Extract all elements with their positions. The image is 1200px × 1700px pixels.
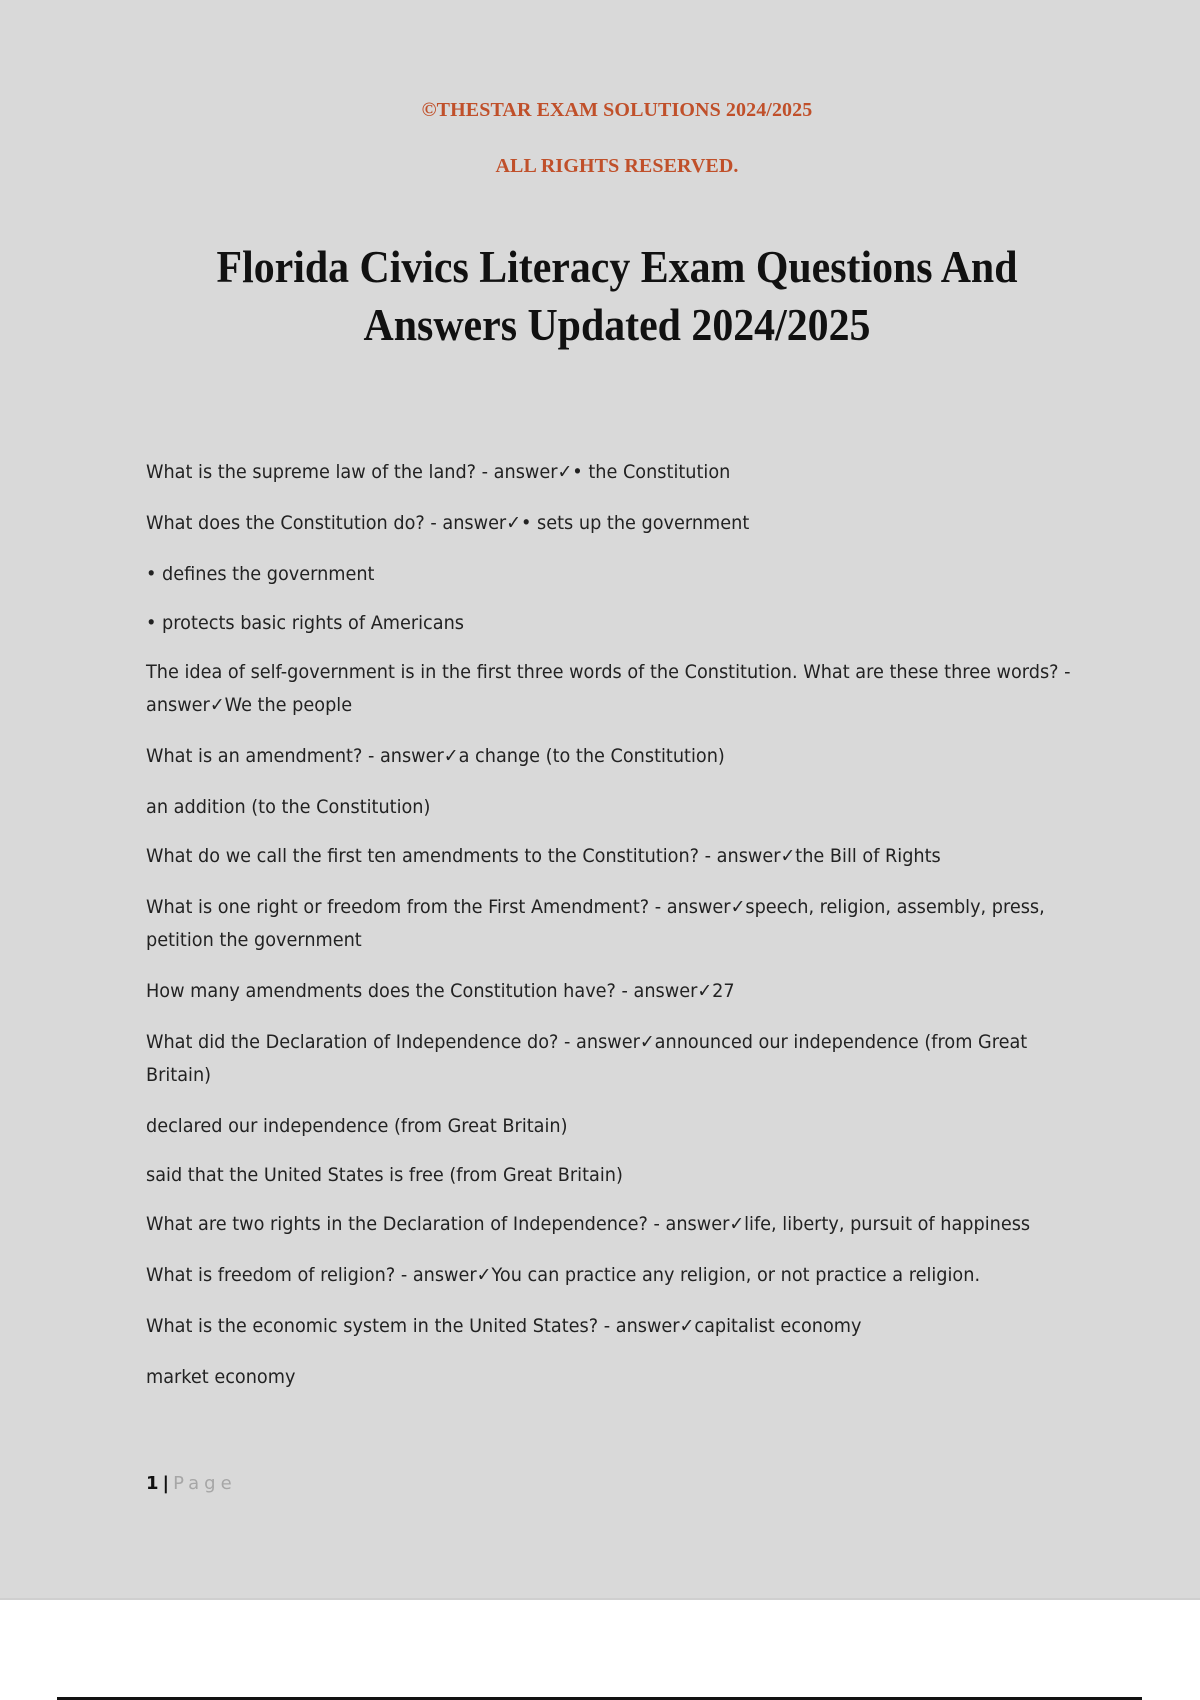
answer-check-marker: answer✓ — [716, 845, 796, 867]
question-text: What are two rights in the Declaration of Independence? - — [146, 1213, 666, 1235]
answer-check-marker: answer✓ — [442, 512, 522, 534]
qa-item — [146, 1259, 1096, 1292]
answer-check-marker: answer✓ — [412, 1264, 492, 1286]
answer-check-marker: answer✓ — [379, 745, 459, 767]
answer-text: You can practice any religion, or not practice a religion. — [491, 1264, 981, 1286]
answer-text: 27 — [712, 980, 735, 1002]
answer-check-marker: answer✓ — [615, 1315, 695, 1337]
answer-text: speech, religion, assembly, press, petition the government — [146, 896, 1045, 951]
answer-text: life, liberty, pursuit of happiness — [744, 1213, 1031, 1235]
answer-text: • sets up the government — [521, 512, 750, 534]
answer-text: capitalist economy — [694, 1315, 862, 1337]
answer-text: the Bill of Rights — [795, 845, 941, 867]
question-text: How many amendments does the Constitution have? - — [146, 980, 634, 1002]
answer-text: • the Constitution — [572, 461, 731, 483]
answer-continuation: • protects basic rights of Americans — [146, 612, 464, 634]
question-text: What is the economic system in the United States? - — [146, 1315, 616, 1337]
question-text: What did the Declaration of Independence do? - — [146, 1031, 577, 1053]
answer-continuation: said that the United States is free (from Great Britain) — [146, 1164, 623, 1186]
answer-check-marker: answer✓ — [576, 1031, 655, 1053]
rights-reserved-header: ALL RIGHTS RESERVED. — [495, 155, 739, 177]
answer-text: a change (to the Constitution) — [458, 745, 725, 767]
title-line-1: Florida Civics Literacy Exam Questions And — [216, 242, 1018, 292]
page-label: Page — [173, 1473, 237, 1494]
qa-item — [146, 1310, 1096, 1343]
question-text: What does the Constitution do? - — [146, 512, 443, 534]
qa-item — [146, 891, 1096, 957]
footer-separator: | — [162, 1473, 170, 1494]
qa-item — [146, 840, 1096, 873]
answer-continuation: • defines the government — [146, 563, 375, 585]
answer-check-marker: answer✓ — [666, 896, 746, 918]
qa-item — [146, 507, 1096, 540]
answer-continuation: declared our independence (from Great Britain) — [146, 1115, 568, 1137]
answer-check-marker: answer✓ — [665, 1213, 745, 1235]
qa-item — [146, 456, 1096, 489]
answer-continuation: an addition (to the Constitution) — [146, 796, 431, 818]
qa-item — [146, 1208, 1096, 1241]
question-text: What is an amendment? - — [146, 745, 380, 767]
qa-list — [146, 456, 1096, 1410]
document-title — [173, 238, 1060, 354]
answer-continuation: market economy — [146, 1366, 296, 1388]
answer-text: We the people — [224, 694, 353, 716]
question-text: What is the supreme law of the land? - — [146, 461, 494, 483]
question-text: The idea of self-government is in the first three words of the Constitution. What are these three words? - — [146, 661, 1071, 683]
page-number: 1 — [146, 1473, 159, 1494]
question-text: What do we call the first ten amendments to the Constitution? - — [146, 845, 717, 867]
answer-check-marker: answer✓ — [146, 694, 225, 716]
copyright-header: ©THESTAR EXAM SOLUTIONS 2024/2025 — [421, 99, 813, 121]
question-text: What is freedom of religion? - — [146, 1264, 413, 1286]
title-line-2: Answers Updated 2024/2025 — [363, 300, 871, 350]
answer-check-marker: answer✓ — [493, 461, 573, 483]
qa-item — [146, 740, 1096, 773]
question-text: What is one right or freedom from the First Amendment? - — [146, 896, 667, 918]
qa-item — [146, 975, 1096, 1008]
qa-item — [146, 656, 1096, 722]
page-footer — [146, 1473, 237, 1494]
answer-check-marker: answer✓ — [633, 980, 713, 1002]
qa-item — [146, 1026, 1096, 1092]
answer-text: announced our independence (from Great Britain) — [146, 1031, 1028, 1086]
